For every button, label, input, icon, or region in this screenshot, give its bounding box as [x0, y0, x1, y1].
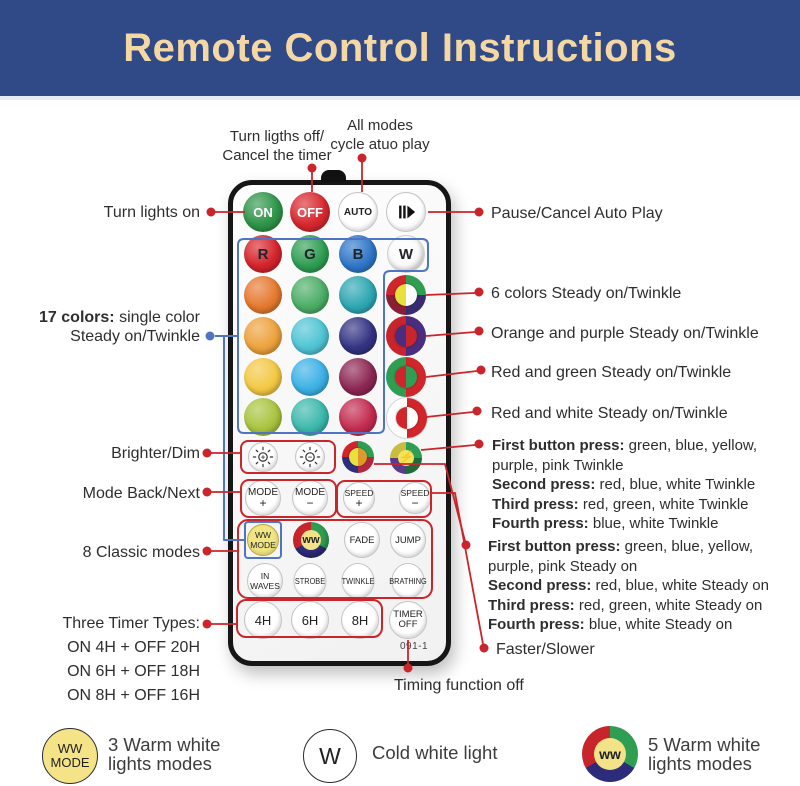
brightness-up-button[interactable]: [248, 442, 278, 472]
blue-connector-dot: [206, 332, 215, 341]
mode-plus-button[interactable]: [245, 480, 281, 516]
button-label: MODE: [248, 486, 278, 498]
label-6-colors: 6 colors Steady on/Twinkle: [491, 285, 682, 302]
label-steady-presses: [488, 537, 769, 635]
color-button[interactable]: [244, 398, 282, 436]
ww-label: ww: [301, 530, 321, 550]
warm-multi-button[interactable]: [342, 441, 374, 473]
label-red-white: Red and white Steady on/Twinkle: [491, 405, 728, 422]
label-line: cycle atuo play: [330, 136, 430, 153]
label-orange-purple: Orange and purple Steady on/Twinkle: [491, 325, 759, 342]
label-pause-cancel: Pause/Cancel Auto Play: [491, 205, 663, 222]
model-number: 091-1: [399, 641, 429, 652]
press-line: First button press: green, blue, yellow,: [492, 437, 758, 454]
auto-button[interactable]: AUTO: [338, 192, 378, 232]
press-line: purple, pink Twinkle: [492, 456, 624, 474]
label-8-classic-modes: 8 Classic modes: [82, 544, 200, 561]
legend-5-warm-white-icon: [582, 726, 638, 782]
inner-circle: [395, 284, 417, 306]
label-turn-lights-on: Turn lights on: [103, 204, 200, 221]
inner-circle: [395, 366, 417, 388]
button-label: WAVES: [250, 581, 280, 591]
twinkle-button[interactable]: TWINKLE: [341, 563, 374, 599]
legend-cold-white-icon: [303, 729, 357, 783]
button-label: OFF: [398, 619, 418, 630]
color-button[interactable]: [291, 276, 329, 314]
color-button[interactable]: [291, 398, 329, 436]
press-line: Fourth press: blue, white Twinkle: [492, 515, 719, 532]
legend-5-warm-white: [648, 735, 760, 773]
label-line: ON 4H + OFF 20H: [67, 639, 200, 656]
power-off-button[interactable]: OFF: [290, 192, 330, 232]
label-line: ON 8H + OFF 16H: [67, 687, 200, 704]
label-line: ON 6H + OFF 18H: [67, 663, 200, 680]
svg-text:−: −: [307, 452, 313, 462]
red-green-button[interactable]: [386, 357, 426, 397]
label-line: 17 colors: single color: [39, 309, 200, 326]
in-waves-button[interactable]: [247, 563, 283, 599]
brathing-button[interactable]: BRATHING: [391, 563, 424, 599]
legend-ww-mode-icon: [42, 728, 98, 784]
press-line: Third press: red, green, white Steady on: [488, 596, 763, 614]
label-all-modes-auto: [324, 116, 436, 154]
button-label: SPEED: [344, 487, 374, 498]
inner-circle: [349, 448, 367, 466]
legend-icon-label: W: [319, 742, 341, 769]
power-on-button[interactable]: ON: [243, 192, 283, 232]
label-three-timer-types: [18, 612, 200, 708]
button-label: SPEED: [400, 487, 430, 498]
legend-icon-label: ww: [594, 738, 626, 770]
label-timing-function-off: Timing function off: [394, 677, 524, 694]
remote-body: [228, 180, 451, 666]
jump-button[interactable]: JUMP: [390, 522, 426, 558]
pause-auto-play-button[interactable]: [386, 192, 426, 232]
label-line: lights modes: [648, 753, 752, 774]
button-sign: −: [411, 495, 419, 510]
inner-circle: [395, 325, 417, 347]
label-line: Three Timer Types:: [62, 615, 200, 632]
button-sign: +: [355, 495, 363, 510]
label-brighter-dim: Brighter/Dim: [111, 445, 200, 462]
color-button[interactable]: [339, 317, 377, 355]
color-button[interactable]: [339, 358, 377, 396]
color-button[interactable]: [244, 317, 282, 355]
ww-wheel-button[interactable]: [293, 522, 329, 558]
speed-minus-button[interactable]: [399, 482, 431, 514]
button-label: WW: [254, 530, 272, 540]
legend-3-warm-white: [108, 735, 220, 773]
six-colors-button[interactable]: [386, 275, 426, 315]
label-line: All modes: [347, 117, 413, 134]
press-line: Second press: red, blue, white Twinkle: [492, 476, 756, 493]
button-label: MODE: [250, 540, 276, 550]
inner-half: [395, 366, 406, 388]
timer-off-button[interactable]: [389, 601, 427, 639]
label-line: 5 Warm white: [648, 734, 761, 755]
inner-half: [395, 284, 406, 306]
inner-half: [358, 448, 367, 466]
press-line: Second press: red, blue, white Steady on: [488, 577, 769, 594]
lightning-icon: ⚡: [398, 450, 415, 467]
inner-half: [407, 407, 418, 429]
button-sign: −: [306, 495, 314, 510]
strobe-button[interactable]: STROBE: [293, 563, 326, 599]
label-red-green: Red and green Steady on/Twinkle: [491, 364, 732, 381]
inner-circle: [396, 407, 418, 429]
color-button[interactable]: [291, 358, 329, 396]
inner-half: [396, 407, 407, 429]
label-faster-slower: Faster/Slower: [496, 641, 595, 658]
pause-play-icon: [395, 201, 417, 223]
label-line: Cancel the timer: [222, 147, 332, 164]
legend-cold-white: [372, 743, 497, 762]
press-line: Fourth press: blue, white Steady on: [488, 616, 733, 633]
inner-half: [349, 448, 358, 466]
label-mode-back-next: Mode Back/Next: [82, 485, 200, 502]
mode-minus-button[interactable]: [292, 480, 328, 516]
inner-half: [406, 284, 417, 306]
press-line: Third press: red, green, white Twinkle: [492, 495, 749, 513]
orange-purple-button[interactable]: [386, 316, 426, 356]
color-button[interactable]: [339, 276, 377, 314]
white-button[interactable]: W: [387, 235, 425, 273]
red-white-button[interactable]: [386, 397, 428, 439]
timer-8h-button[interactable]: 8H: [341, 601, 379, 639]
inner-half: [406, 366, 417, 388]
press-line: purple, pink Steady on: [488, 557, 638, 575]
button-label: MODE: [295, 486, 325, 498]
fade-button[interactable]: FADE: [344, 522, 380, 558]
brightness-plus-icon: [252, 446, 274, 468]
ww-mode-button[interactable]: [247, 524, 279, 556]
lightning-multi-button[interactable]: [390, 442, 422, 474]
brightness-minus-icon: [299, 446, 321, 468]
label-line: lights modes: [108, 753, 212, 774]
inner-half: [406, 325, 417, 347]
legend-icon-label: WW MODE: [50, 741, 90, 770]
green-button[interactable]: G: [291, 235, 329, 273]
color-button[interactable]: [244, 276, 282, 314]
blue-button[interactable]: B: [339, 235, 377, 273]
timer-4h-button[interactable]: 4H: [244, 601, 282, 639]
label-line: 3 Warm white: [108, 734, 221, 755]
brightness-down-button[interactable]: [295, 442, 325, 472]
color-button[interactable]: [339, 398, 377, 436]
ir-led: [321, 170, 346, 182]
color-button[interactable]: [291, 317, 329, 355]
label-twinkle-presses: [492, 436, 757, 534]
page-title: Remote Control Instructions: [123, 25, 677, 70]
label-17-colors: [18, 308, 200, 346]
label-line: Steady on/Twinkle: [70, 328, 200, 345]
color-button[interactable]: [244, 358, 282, 396]
label-line: Cold white light: [372, 742, 498, 763]
button-label: IN: [260, 571, 270, 581]
speed-plus-button[interactable]: [343, 482, 375, 514]
button-label: TIMER: [393, 609, 423, 620]
inner-half: [395, 325, 406, 347]
header-banner: [0, 0, 800, 100]
svg-text:+: +: [260, 452, 266, 462]
press-line: First button press: green, blue, yellow,: [488, 538, 754, 555]
label-line: Turn ligths off/: [229, 128, 325, 145]
red-button[interactable]: R: [244, 235, 282, 273]
timer-6h-button[interactable]: 6H: [291, 601, 329, 639]
button-sign: +: [259, 495, 267, 510]
